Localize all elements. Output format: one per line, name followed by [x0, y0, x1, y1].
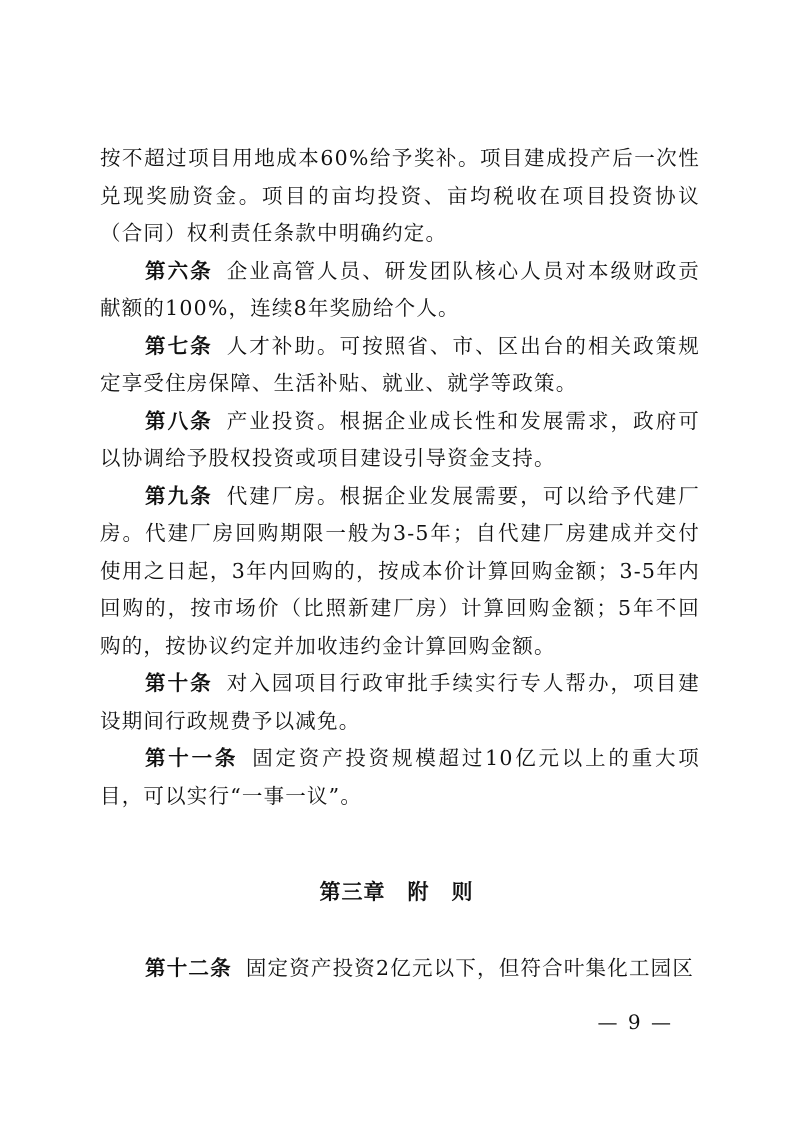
article-label: 第十一条: [145, 746, 239, 770]
article-label: 第七条: [145, 333, 213, 358]
chapter-number: 第三章: [319, 880, 386, 904]
body-text: [100, 140, 700, 815]
article-12-block: [100, 950, 700, 988]
article-9: [100, 478, 700, 666]
article-label: 第九条: [145, 483, 213, 508]
article-7: [100, 328, 700, 403]
article-text: 产业投资。根据企业成长性和发展需求，政府可以协调给予股权投资或项目建设引导资金支持。: [100, 408, 700, 470]
article-text: 对入园项目行政审批手续实行专人帮办，项目建设期间行政规费予以减免。: [100, 671, 700, 733]
article-6: [100, 253, 700, 328]
article-text: 企业高管人员、研发团队核心人员对本级财政贡献额的100%，连续8年奖励给个人。: [100, 258, 700, 320]
article-text: 代建厂房。根据企业发展需要，可以给予代建厂房。代建厂房回购期限一般为3-5年；自代建厂房建成并交付使用之日起，3年内回购的，按成本价计算回购金额；3-5年内回购的，按市场价（比照新建厂房）计算回购金额；5年不回购的，按协议约定并加收违约金计算回购金额。: [100, 483, 700, 658]
article-text: 固定资产投资规模超过10亿元以上的重大项目，可以实行“一事一议”。: [100, 746, 700, 808]
chapter-heading: [0, 876, 793, 906]
chapter-title-part2: 则: [451, 880, 474, 904]
article-text: 固定资产投资2亿元以下，但符合叶集化工园区: [245, 956, 695, 980]
paragraph-text: 按不超过项目用地成本60%给予奖补。项目建成投产后一次性兑现奖励资金。项目的亩均投资、亩均税收在项目投资协议（合同）权利责任条款中明确约定。: [100, 146, 700, 245]
article-12: [100, 950, 700, 988]
article-8: [100, 403, 700, 478]
page-number: — 9 —: [597, 1010, 673, 1034]
chapter-title-part1: 附: [407, 880, 430, 904]
article-text: 人才补助。可按照省、市、区出台的相关政策规定享受住房保障、生活补贴、就业、就学等政策。: [100, 333, 700, 395]
article-label: 第十条: [145, 671, 213, 695]
article-label: 第六条: [145, 258, 213, 283]
article-11: [100, 740, 700, 815]
article-label: 第八条: [145, 408, 213, 433]
article-10: [100, 665, 700, 740]
paragraph-continuation: [100, 140, 700, 253]
article-label: 第十二条: [145, 956, 232, 980]
